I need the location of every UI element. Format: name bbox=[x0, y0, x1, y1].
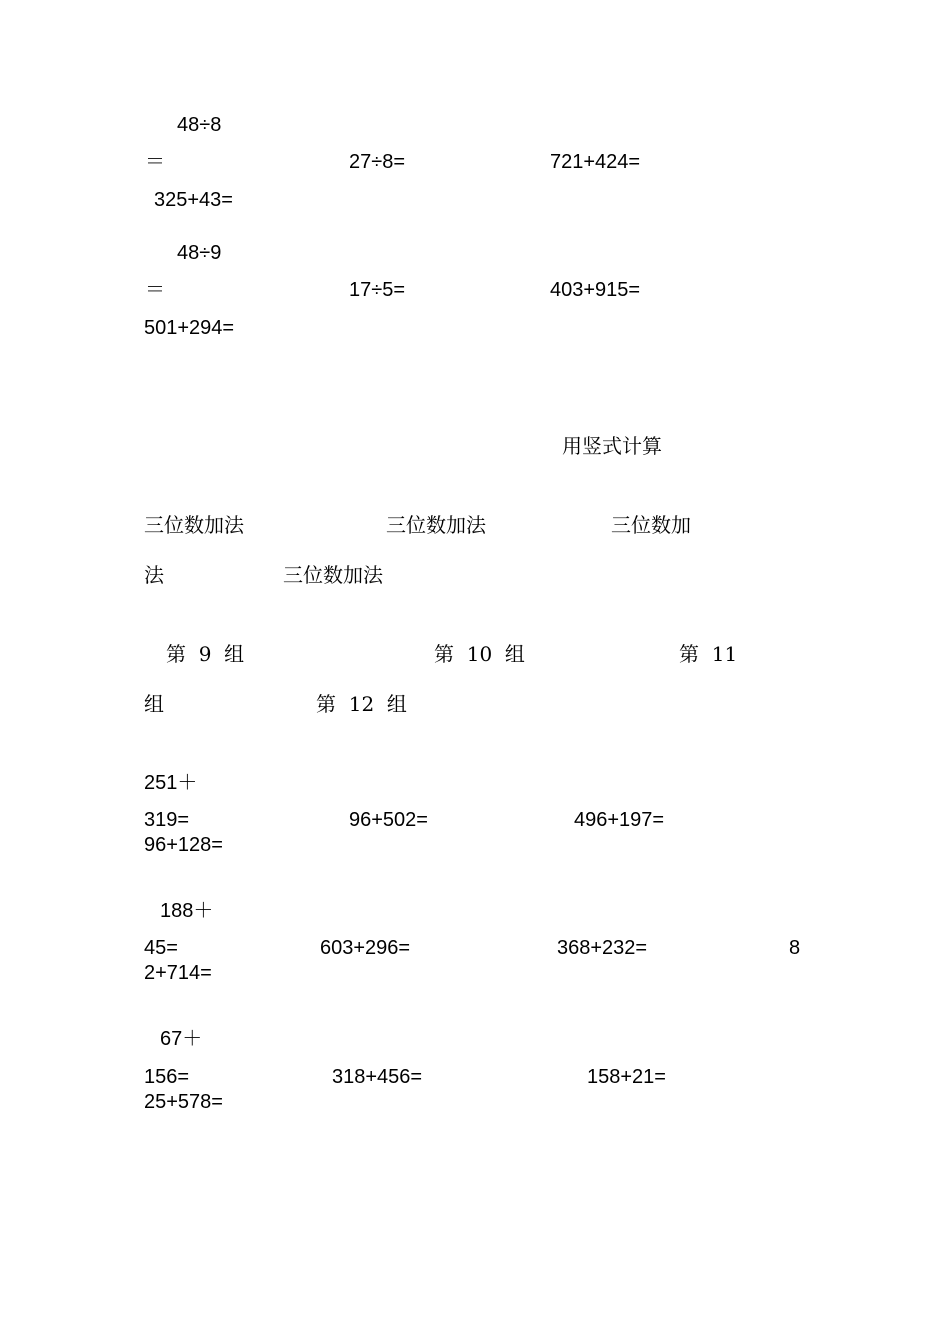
problem-82-plus-714-line1: 8 bbox=[789, 937, 801, 959]
problem-17-div-5: 17÷5= bbox=[349, 279, 406, 301]
problem-48-div-8-line2: ＝ bbox=[145, 151, 165, 173]
problem-27-div-8: 27÷8= bbox=[349, 151, 406, 173]
group-10-label: 第 10 组 bbox=[434, 642, 525, 666]
category-label-2: 三位数加法 bbox=[386, 513, 486, 537]
category-label-3-wrap: 法 bbox=[144, 563, 164, 587]
group-9-label: 第 9 组 bbox=[166, 642, 245, 666]
problem-251-plus-319-line2: 319= bbox=[144, 809, 190, 831]
problem-188-plus-45-line2: 45= bbox=[144, 937, 178, 959]
problem-403-plus-915: 403+915= bbox=[550, 279, 641, 301]
problem-82-plus-714-line2: 2+714= bbox=[144, 962, 212, 984]
group-11-label: 第 11 bbox=[679, 642, 738, 666]
category-label-3: 三位数加 bbox=[611, 513, 691, 537]
problem-496-plus-197: 496+197= bbox=[574, 809, 665, 831]
problem-96-plus-128: 96+128= bbox=[144, 834, 223, 856]
problem-48-div-8-line1: 48÷8 bbox=[177, 114, 222, 136]
category-label-4: 三位数加法 bbox=[283, 563, 383, 587]
problem-96-plus-502: 96+502= bbox=[349, 809, 428, 831]
problem-251-plus-319-line1: 251＋ bbox=[144, 772, 198, 794]
problem-188-plus-45-line1: 188＋ bbox=[160, 900, 214, 922]
group-12-label: 第 12 组 bbox=[316, 692, 407, 716]
problem-158-plus-21: 158+21= bbox=[587, 1066, 666, 1088]
problem-48-div-9-line2: ＝ bbox=[145, 279, 165, 301]
problem-325-plus-43: 325+43= bbox=[154, 189, 233, 211]
section-title: 用竖式计算 bbox=[562, 434, 662, 458]
problem-368-plus-232: 368+232= bbox=[557, 937, 648, 959]
category-label-1: 三位数加法 bbox=[144, 513, 244, 537]
problem-25-plus-578: 25+578= bbox=[144, 1091, 223, 1113]
problem-67-plus-156-line2: 156= bbox=[144, 1066, 190, 1088]
problem-67-plus-156-line1: 67＋ bbox=[160, 1028, 203, 1050]
group-11-label-wrap: 组 bbox=[144, 692, 164, 716]
problem-721-plus-424: 721+424= bbox=[550, 151, 641, 173]
problem-318-plus-456: 318+456= bbox=[332, 1066, 423, 1088]
problem-603-plus-296: 603+296= bbox=[320, 937, 411, 959]
problem-48-div-9-line1: 48÷9 bbox=[177, 242, 222, 264]
problem-501-plus-294: 501+294= bbox=[144, 317, 235, 339]
